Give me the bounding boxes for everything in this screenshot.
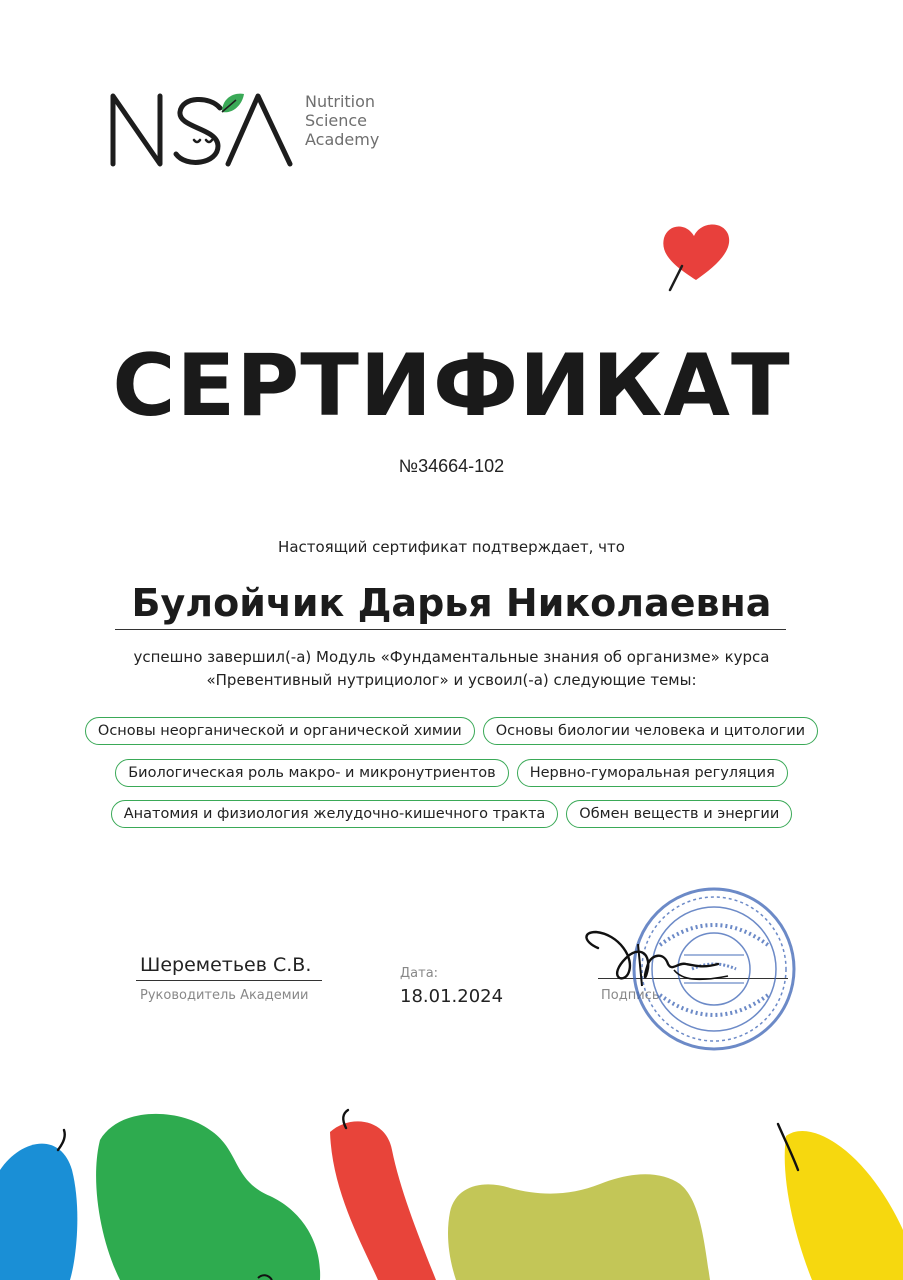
blob-red <box>330 1110 436 1280</box>
head-name: Шереметьев С.В. <box>140 954 312 976</box>
heart-icon <box>656 218 736 296</box>
blob-blue <box>0 1130 77 1280</box>
topic-chip: Нервно-гуморальная регуляция <box>517 759 788 787</box>
topic-chip: Анатомия и физиология желудочно-кишечного тракта <box>111 800 559 828</box>
topic-chip: Основы биологии человека и цитологии <box>483 717 818 745</box>
certificate-number: №34664-102 <box>398 456 505 476</box>
date-value: 18.01.2024 <box>400 986 504 1007</box>
topic-chip: Биологическая роль макро- и микронутриентов <box>115 759 508 787</box>
blob-olive <box>448 1174 710 1280</box>
topics-row-3 <box>0 800 903 828</box>
course-description-line-2: «Превентивный нутрициолог» и усвоил(-а) следующие темы: <box>206 671 697 689</box>
decorative-fruit-blobs <box>0 1100 903 1280</box>
topic-chip: Основы неорганической и органической химии <box>85 717 475 745</box>
recipient-name: Булойчик Дарья Николаевна <box>131 581 772 625</box>
topic-chip: Обмен веществ и энергии <box>566 800 792 828</box>
certificate-title: СЕРТИФИКАТ <box>112 336 791 436</box>
topics-row-1 <box>0 717 903 745</box>
certificate-intro: Настоящий сертификат подтверждает, что <box>278 538 625 556</box>
recipient-underline <box>115 629 786 630</box>
blob-yellow <box>778 1124 903 1280</box>
logo-wordmark <box>305 92 379 149</box>
course-description <box>60 646 843 692</box>
topics-row-2 <box>0 759 903 787</box>
signature-scribble <box>578 924 738 994</box>
head-signature-line <box>136 980 322 981</box>
leaf-icon <box>222 94 244 113</box>
course-description-line-1: успешно завершил(-а) Модуль «Фундаментальные знания об организме» курса <box>133 648 770 666</box>
logo-word-2: Science <box>305 111 368 130</box>
logo-word-1: Nutrition <box>305 92 376 111</box>
blob-green <box>96 1114 320 1280</box>
date-label: Дата: <box>400 966 439 981</box>
logo-word-3: Academy <box>305 130 380 149</box>
head-role: Руководитель Академии <box>140 988 309 1003</box>
signature-label: Подпись <box>601 988 660 1003</box>
